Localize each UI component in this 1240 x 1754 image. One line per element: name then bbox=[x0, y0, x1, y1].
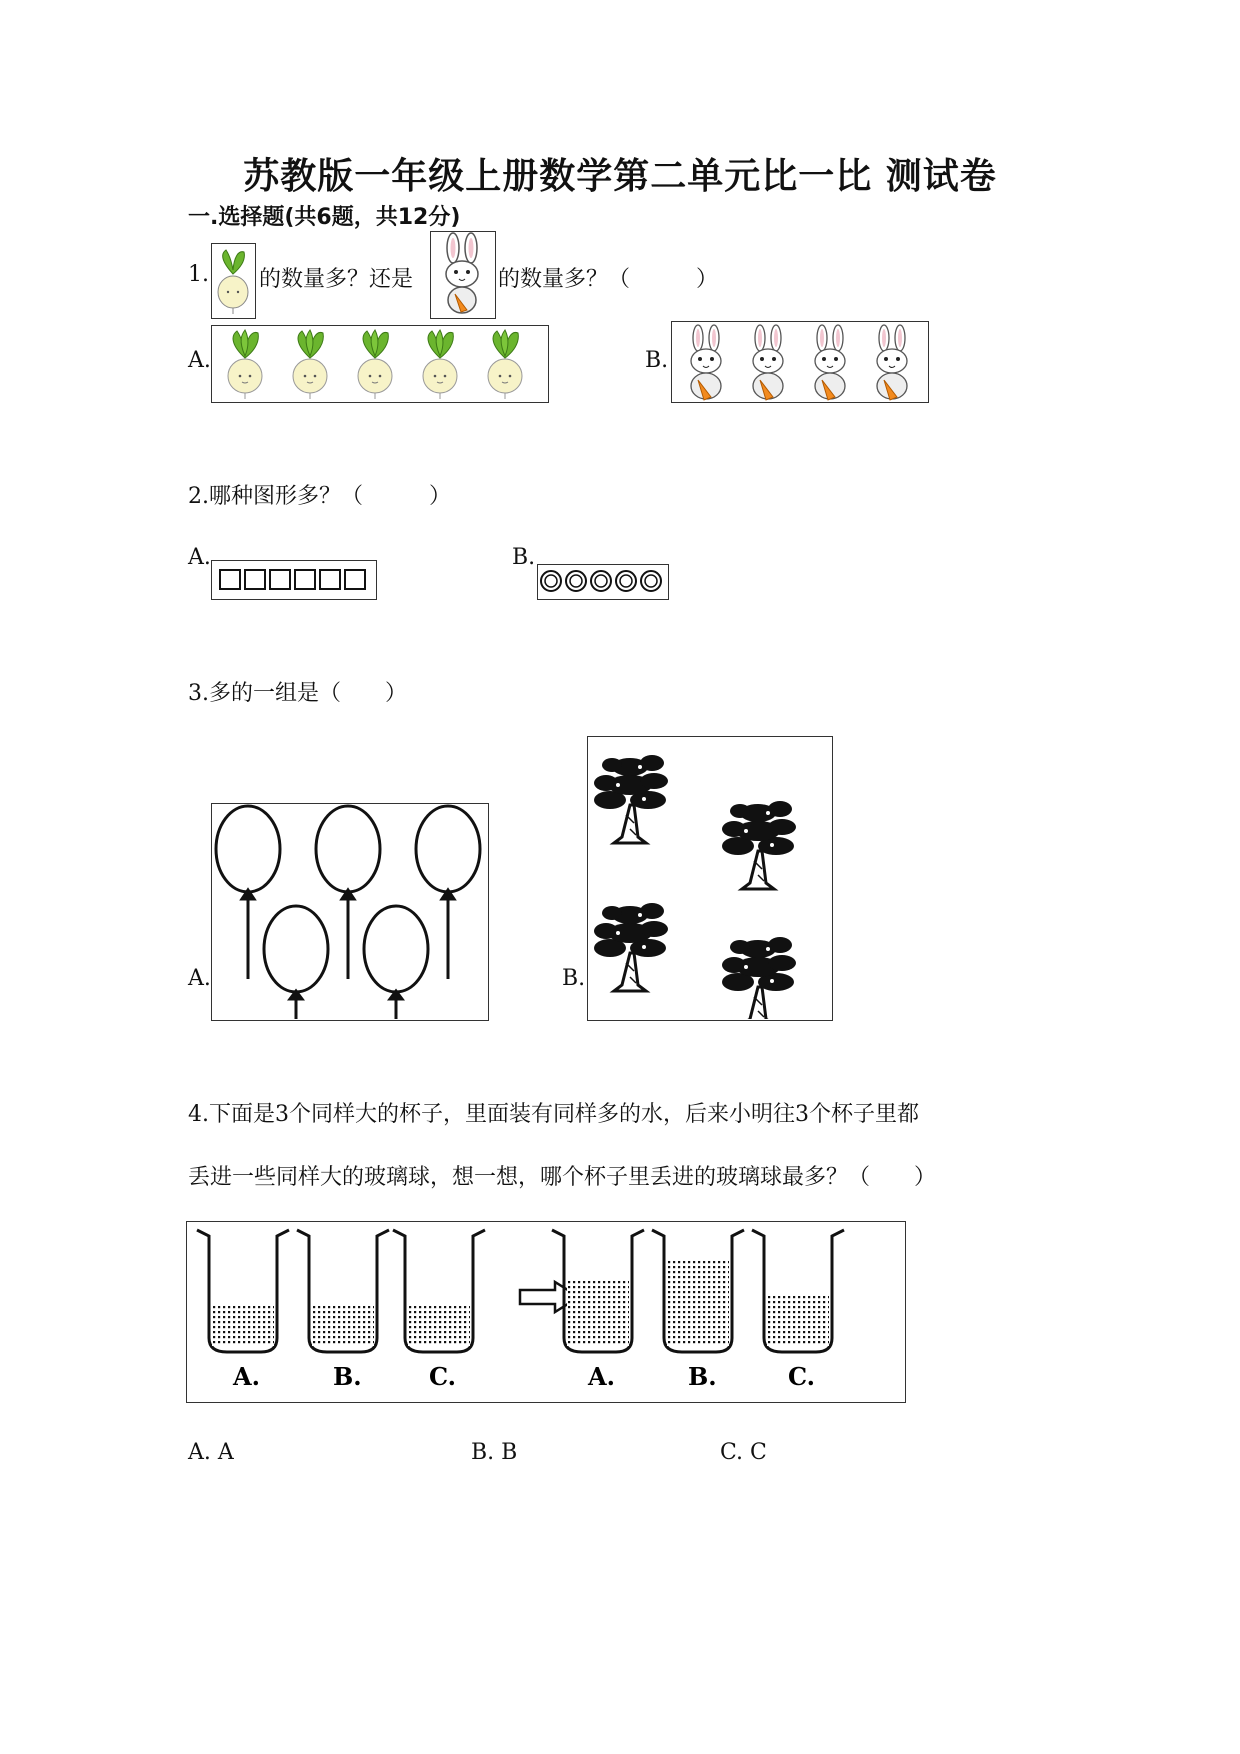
q4-text-line1: 4.下面是3个同样大的杯子，里面装有同样多的水，后来小明往3个杯子里都 bbox=[188, 1102, 919, 1127]
q1-text-a: 的数量多？还是 bbox=[259, 267, 414, 292]
section-heading: 一.选择题(共6题，共12分) bbox=[188, 205, 461, 230]
rabbit-icon bbox=[877, 325, 907, 400]
radish-icon bbox=[358, 330, 392, 399]
q3-option-b-label: B. bbox=[562, 966, 586, 991]
radish-icon bbox=[488, 330, 522, 399]
rabbit-icon bbox=[753, 325, 783, 400]
cup-label: B. bbox=[688, 1362, 717, 1391]
cup-label: A. bbox=[588, 1362, 615, 1391]
tree-icon bbox=[594, 755, 668, 843]
radish-icon bbox=[212, 244, 254, 317]
q4-option-b[interactable]: B. B bbox=[471, 1440, 518, 1465]
square-shape bbox=[270, 570, 290, 589]
tree-icon bbox=[594, 903, 668, 991]
q1-option-b-label: B. bbox=[645, 348, 669, 373]
q1-number: 1. bbox=[188, 262, 209, 287]
q3-option-b-trees[interactable] bbox=[587, 736, 833, 1021]
q4-option-c[interactable]: C. C bbox=[720, 1440, 767, 1465]
cup-icon bbox=[752, 1230, 844, 1352]
q2-option-b-label: B. bbox=[512, 545, 536, 570]
q2-option-a-label: A. bbox=[188, 545, 211, 570]
q2-option-b-circles[interactable] bbox=[537, 564, 669, 600]
circle-shape bbox=[566, 571, 586, 591]
radish-icon bbox=[228, 330, 262, 399]
q1-rabbit-icon-box bbox=[430, 231, 496, 319]
q3-text: 3.多的一组是（ ） bbox=[188, 681, 407, 706]
q4-option-a[interactable]: A. A bbox=[188, 1440, 234, 1465]
q2-text: 2.哪种图形多？（ ） bbox=[188, 484, 451, 509]
q3-option-a-balloons[interactable] bbox=[211, 803, 489, 1021]
rabbit-icon bbox=[431, 232, 494, 317]
q1-option-a-label: A. bbox=[188, 348, 211, 373]
cup-label: B. bbox=[333, 1362, 362, 1391]
square-shape bbox=[320, 570, 340, 589]
rabbit-icon bbox=[691, 325, 721, 400]
q4-text-line2: 丢进一些同样大的玻璃球，想一想，哪个杯子里丢进的玻璃球最多？（ ） bbox=[188, 1165, 937, 1190]
q4-cups-figure bbox=[186, 1221, 906, 1403]
square-shape bbox=[220, 570, 240, 589]
cup-icon bbox=[393, 1230, 485, 1352]
q1-option-b-rabbits[interactable] bbox=[671, 321, 929, 403]
cup-icon bbox=[652, 1230, 744, 1352]
circle-shape bbox=[591, 571, 611, 591]
q1-option-a-radishes[interactable] bbox=[211, 325, 549, 403]
page-title: 苏教版一年级上册数学第二单元比一比 测试卷 bbox=[243, 156, 997, 197]
cup-icon bbox=[297, 1230, 389, 1352]
q1-radish-icon-box bbox=[211, 243, 256, 319]
circle-shape bbox=[641, 571, 661, 591]
rabbit-icon bbox=[815, 325, 845, 400]
square-shape bbox=[245, 570, 265, 589]
radish-icon bbox=[293, 330, 327, 399]
tree-icon bbox=[722, 937, 796, 1019]
q1-text-b: 的数量多？（ ） bbox=[498, 267, 719, 292]
tree-icon bbox=[722, 801, 796, 889]
circle-shape bbox=[616, 571, 636, 591]
radish-icon bbox=[423, 330, 457, 399]
balloons-image bbox=[212, 804, 487, 1019]
q2-option-a-squares[interactable] bbox=[211, 560, 377, 600]
square-shape bbox=[295, 570, 315, 589]
q3-option-a-label: A. bbox=[188, 966, 211, 991]
cup-icon bbox=[197, 1230, 289, 1352]
cup-label: C. bbox=[788, 1362, 816, 1391]
cup-label: A. bbox=[233, 1362, 260, 1391]
circle-shape bbox=[541, 571, 561, 591]
cup-label: C. bbox=[429, 1362, 457, 1391]
square-shape bbox=[345, 570, 365, 589]
